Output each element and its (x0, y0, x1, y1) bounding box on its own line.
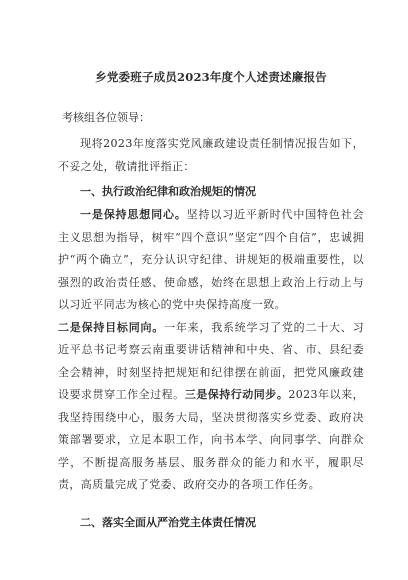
intro-paragraph: 现将2023年度落实党风廉政建设责任制情况报告如下，不妥之处，敬请批评指正： (58, 137, 364, 173)
point-3-body: 2023年以来，我坚持围绕中心，服务大局，坚决贯彻落实乡党委、政府决策部署要求，立足本职工作，向书本学、向同事学、向群众学，不断提高服务基层、服务群众的能力和水平，履职尽责，高质量完成了党委、政府交办的各项工作任务。 (58, 388, 365, 491)
document-title: 乡党委班子成员2023年度个人述责述廉报告 (95, 70, 327, 84)
point-3-lead: 三是保持行动同步。 (184, 388, 289, 401)
point-2-lead: 二是保持目标同向。 (58, 320, 165, 334)
salutation: 考核组各位领导： (62, 111, 150, 124)
section-1-heading: 一、执行政治纪律和政治规矩的情况 (80, 185, 256, 198)
point-1-lead: 一是保持思想同心。 (80, 208, 187, 221)
point-2-body: 一年来，我系统学习了党的二十大、习近平总书记考察云南重要讲话精神和中央、省、市、县纪委全会精神，时刻坚持把规矩和纪律摆在前面，把党风廉政建设要求贯穿工作全过程。 (58, 320, 364, 401)
section-2-heading: 二、落实全面从严治党主体责任情况 (80, 515, 256, 529)
point-1-body: 坚持以习近平新时代中国特色社会主义思想为指导，树牢“四个意识”坚定“四个自信”，忠诚拥护“两个确立”，充分认识守纪律、讲规矩的极端重要性，以强烈的政治责任感、使命感，始终在思想上政治上行动上与以习近平同志为核心的党中央保持高度一致。 (58, 208, 364, 311)
section-1-paragraph-1 (58, 204, 364, 317)
section-1-paragraph-2 (58, 317, 364, 497)
